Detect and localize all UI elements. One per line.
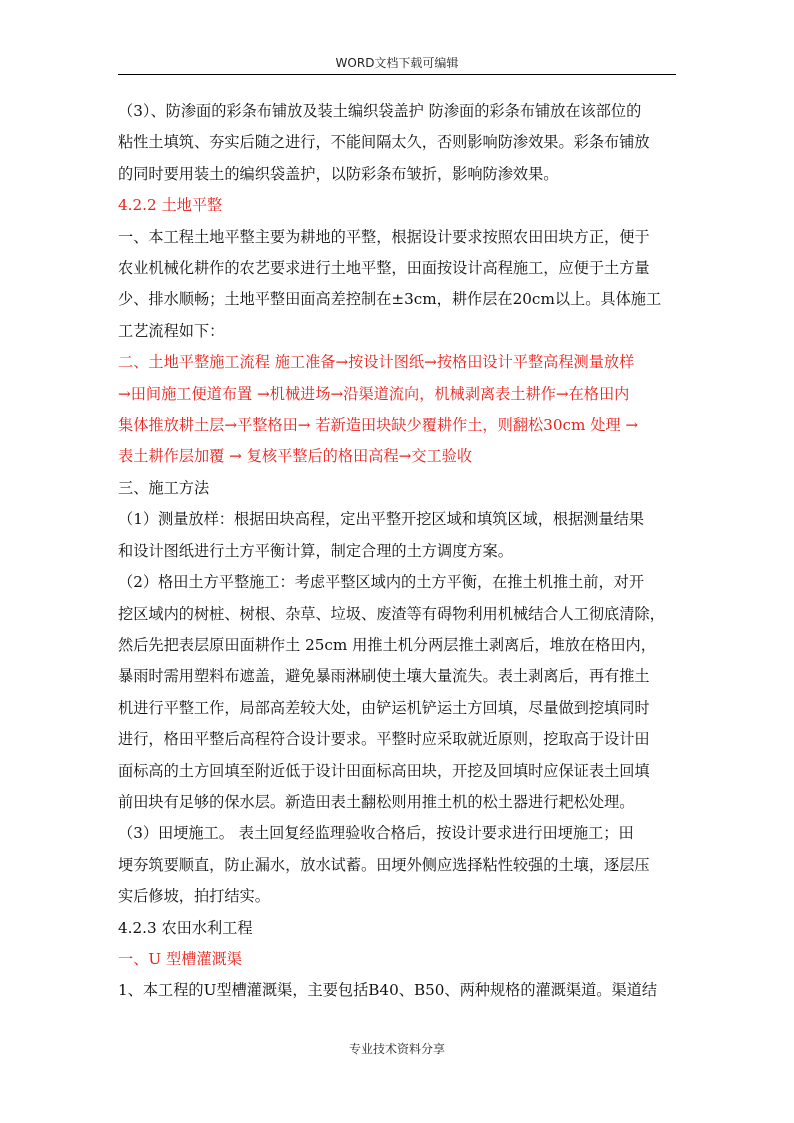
document-body	[118, 96, 682, 1007]
text-line: 一、本工程土地平整主要为耕地的平整，根据设计要求按照农田田块方正，便于	[118, 227, 650, 246]
text-line: →田间施工便道布置 →机械进场→沿渠道流向，机械剥离表土耕作→在格田内	[118, 384, 630, 403]
text-line: 前田块有足够的保水层。新造田表土翻松则用推土机的松土器进行耙松处理。	[118, 792, 635, 811]
page-footer: 专业技术资料分享	[348, 1042, 445, 1056]
text-line: 实后修坡，拍打结实。	[118, 887, 270, 906]
text-line: 暴雨时需用塑料布遮盖，避免暴雨淋刷使土壤大量流失。表土剥离后，再有推土	[118, 667, 650, 686]
text-line: 埂夯筑要顺直，防止漏水，放水试蓄。田埂外侧应选择粘性较强的土壤，逐层压	[118, 855, 650, 874]
text-line: 农业机械化耕作的农艺要求进行土地平整，田面按设计高程施工，应便于土方量	[118, 259, 650, 278]
text-line: 少、排水顺畅；土地平整田面高差控制在±3cm，耕作层在20cm以上。具体施工	[118, 290, 662, 309]
header-divider	[118, 74, 676, 75]
text-line: 4.2.2 土地平整	[118, 196, 223, 215]
text-line: （2）格田土方平整施工：考虑平整区域内的土方平衡，在推土机推土前，对开	[118, 573, 645, 592]
text-line: 挖区域内的树桩、树根、杂草、垃圾、废渣等有碍物利用机械结合人工彻底清除，	[118, 604, 665, 623]
text-line: 然后先把表层原田面耕作土 25cm 用推土机分两层推土剥离后，堆放在格田内，	[118, 635, 656, 654]
text-line: 三、施工方法	[118, 478, 210, 497]
text-line: 的同时要用装土的编织袋盖护，以防彩条布皱折，影响防渗效果。	[118, 164, 559, 183]
text-line: 面标高的土方回填至附近低于设计田面标高田块，开挖及回填时应保证表土回填	[118, 761, 650, 780]
text-line: （3）田埂施工。 表土回复经监理验收合格后，按设计要求进行田埂施工；田	[118, 824, 634, 843]
text-line: 和设计图纸进行土方平衡计算，制定合理的土方调度方案。	[118, 541, 513, 560]
text-line: 4.2.3 农田水利工程	[118, 918, 253, 937]
text-line: 进行，格田平整后高程符合设计要求。平整时应采取就近原则，挖取高于设计田	[118, 730, 650, 749]
text-line: 二、土地平整施工流程 施工准备→按设计图纸→按格田设计平整高程测量放样	[118, 353, 635, 372]
text-line: （3）、防渗面的彩条布铺放及装土编织袋盖护 防渗面的彩条布铺放在该部位的	[118, 102, 642, 120]
text-line: 粘性土填筑、夯实后随之进行，不能间隔太久，否则影响防渗效果。彩条布铺放	[118, 133, 650, 152]
page-header: WORD文档下载可编辑	[335, 56, 459, 70]
text-line: （1）测量放样：根据田块高程，定出平整开挖区域和填筑区域，根据测量结果	[118, 510, 645, 529]
text-line: 1、本工程的U型槽灌溉渠，主要包括B40、B50、两种规格的灌溉渠道。渠道结	[118, 981, 658, 1000]
text-line: 表土耕作层加覆 → 复核平整后的格田高程→交工验收	[118, 447, 473, 466]
text-line: 一、U 型槽灌溉渠	[118, 949, 242, 968]
text-line: 集体推放耕土层→平整格田→ 若新造田块缺少覆耕作土，则翻松30cm 处理 →	[118, 416, 639, 435]
text-line: 机进行平整工作，局部高差较大处，由铲运机铲运土方回填，尽量做到挖填同时	[118, 698, 650, 717]
text-line: 工艺流程如下：	[118, 321, 225, 340]
